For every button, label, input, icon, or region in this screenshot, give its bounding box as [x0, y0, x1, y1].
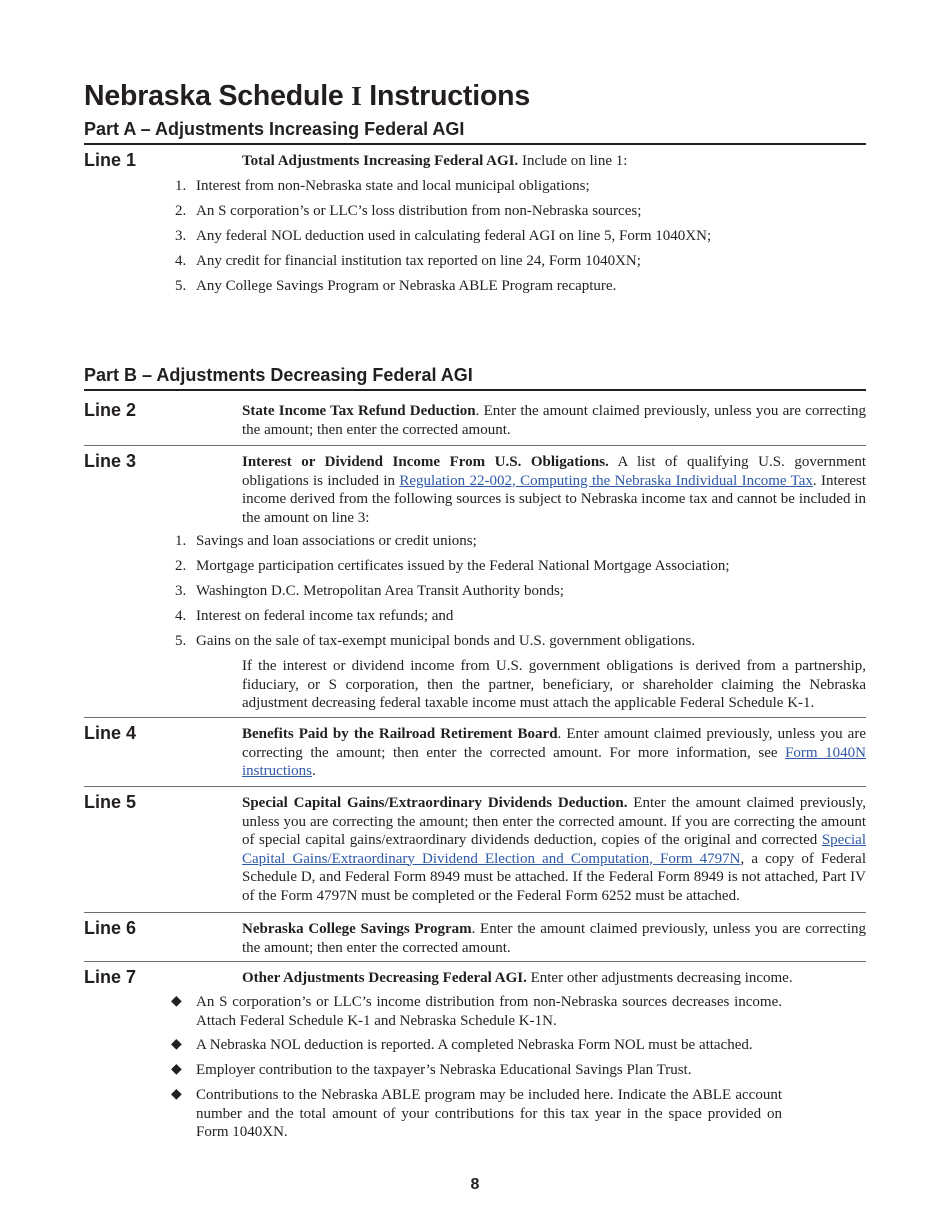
list-item [175, 177, 782, 196]
item-number: 2. [175, 557, 187, 574]
item-text: An S corporation’s or LLC’s income distribution from non-Nebraska sources decreases income. Attach Federal Schedule K-1 and Nebraska Schedule K-1N. [196, 994, 782, 1029]
line-7-body: Enter other adjustments decreasing income. [526, 970, 793, 986]
item-text: Mortgage participation certificates issued by the Federal National Mortgage Association; [196, 557, 730, 574]
line-4-label: Line 4 [84, 723, 137, 743]
item-number: 2. [175, 202, 187, 219]
list-item [175, 582, 782, 601]
line-1-list [175, 177, 782, 301]
item-text: Washington D.C. Metropolitan Area Transit Authority bonds; [196, 582, 564, 599]
list-item [175, 632, 782, 651]
item-text: A Nebraska NOL deduction is reported. A completed Nebraska Form NOL must be attached. [196, 1037, 753, 1054]
line-6-section [84, 912, 866, 961]
line-2-text [242, 402, 866, 439]
part-b-heading: Part B – Adjustments Decreasing Federal AGI [84, 365, 866, 391]
item-text: Contributions to the Nebraska ABLE program may be included here. Indicate the ABLE account number and the total amount of your contributions for this tax year in the space provided on Form 1040XN. [196, 1087, 782, 1141]
list-item [171, 1086, 782, 1142]
page-title-text-1: Nebraska Schedule [84, 80, 352, 112]
line-6-label: Line 6 [84, 918, 137, 938]
list-item [175, 557, 782, 576]
line-5-bold: Special Capital Gains/Extraordinary Dividends Deduction. [242, 795, 628, 811]
line-1-bold: Total Adjustments Increasing Federal AGI. [242, 153, 519, 169]
diamond-bullet-icon: ◆ [171, 1062, 182, 1078]
item-text: Gains on the sale of tax-exempt municipal bonds and U.S. government obligations. [196, 632, 696, 649]
line-1-label: Line 1 [84, 150, 137, 170]
line-5-section [84, 786, 866, 912]
line-3-list [175, 532, 782, 656]
line-3-bold: Interest or Dividend Income From U.S. Obligations. [242, 454, 609, 470]
line-7-list [171, 993, 782, 1148]
item-number: 3. [175, 227, 187, 244]
line-4-section [84, 717, 866, 786]
line-3-body-1: A list of qualifying U.S. government obligations is included in [242, 454, 866, 489]
line-1-intro [242, 152, 866, 171]
item-text: An S corporation’s or LLC’s loss distribution from non-Nebraska sources; [196, 202, 642, 219]
line-7-bold: Other Adjustments Decreasing Federal AGI. [242, 970, 527, 986]
item-text: Any federal NOL deduction used in calculating federal AGI on line 5, Form 1040XN; [196, 227, 712, 244]
line-2-label: Line 2 [84, 400, 137, 420]
list-item [175, 252, 782, 271]
item-number: 4. [175, 607, 187, 624]
item-number: 3. [175, 582, 187, 599]
list-item [171, 1061, 782, 1080]
item-number: 5. [175, 632, 187, 649]
list-item [171, 1036, 782, 1055]
item-number: 5. [175, 277, 187, 294]
form-1040n-instructions-link[interactable]: Form 1040N instructions [242, 744, 866, 779]
page-title [84, 80, 530, 113]
line-5-text [242, 794, 866, 905]
line-3-note: If the interest or dividend income from U.S. government obligations is derived from a partnership, fiduciary, or S corporation, then the partner, beneficiary, or shareholder claiming the Nebraska adjustment decreasing federal taxable income must attach the applicable Federal Schedule K-1. [242, 658, 866, 711]
item-text: Any College Savings Program or Nebraska ABLE Program recapture. [196, 277, 617, 294]
list-item [175, 532, 782, 551]
item-text: Interest on federal income tax refunds; and [196, 607, 454, 624]
page-title-text-2: Instructions [361, 80, 531, 112]
line-4-text [242, 725, 866, 781]
item-text: Interest from non-Nebraska state and local municipal obligations; [196, 178, 590, 194]
line-6-text [242, 920, 866, 957]
line-3-label: Line 3 [84, 451, 137, 471]
diamond-bullet-icon: ◆ [171, 1087, 182, 1103]
line-4-end: . [312, 763, 316, 779]
diamond-bullet-icon: ◆ [171, 1037, 182, 1053]
line-2-bold: State Income Tax Refund Deduction [242, 403, 476, 419]
item-text: Savings and loan associations or credit unions; [196, 533, 477, 549]
line-7-text [242, 969, 866, 988]
list-item [175, 277, 782, 296]
form-4797n-link[interactable]: Special Capital Gains/Extraordinary Dividend Election and Computation, Form 4797N [242, 832, 866, 867]
part-a-heading: Part A – Adjustments Increasing Federal AGI [84, 119, 866, 145]
diamond-bullet-icon: ◆ [171, 994, 182, 1009]
line-4-bold: Benefits Paid by the Railroad Retirement Board [242, 726, 558, 742]
item-number: 1. [175, 178, 187, 194]
line-3-text [242, 453, 866, 527]
page-title-roman: I [351, 81, 362, 111]
list-item [175, 227, 782, 246]
page-number: 8 [470, 1176, 480, 1193]
line-6-body: . Enter the amount claimed previously, unless you are correcting the amount; then enter the corrected amount. [242, 921, 866, 956]
item-number: 1. [175, 533, 187, 549]
line-7-section [84, 961, 866, 991]
line-1-text: Include on line 1: [518, 153, 628, 169]
line-5-body-1: Enter the amount claimed previously, unless you are correcting the amount; then enter the corrected amount. If you are correcting the amount of special capital gains/extraordinary dividends deduction, copies of the original and corrected [242, 795, 866, 848]
list-item [175, 202, 782, 221]
regulation-link[interactable]: Regulation 22-002, Computing the Nebraska Individual Income Tax [399, 472, 813, 489]
line-5-label: Line 5 [84, 792, 137, 812]
item-text: Employer contribution to the taxpayer’s Nebraska Educational Savings Plan Trust. [196, 1062, 692, 1079]
item-text: Any credit for financial institution tax reported on line 24, Form 1040XN; [196, 252, 641, 269]
line-6-bold: Nebraska College Savings Program [242, 921, 472, 937]
line-7-label: Line 7 [84, 967, 137, 987]
line-2-body: . Enter the amount claimed previously, unless you are correcting the amount; then enter the corrected amount. [242, 403, 866, 438]
list-item [171, 993, 782, 1030]
list-item [175, 607, 782, 626]
line-3-body-2: . Interest income derived from the following sources is subject to Nebraska income tax and cannot be included in the amount on line 3: [242, 472, 866, 526]
line-5-body-2: , a copy of Federal Schedule D, and Federal Form 8949 must be attached. If the Federal Form 8949 is not attached, Part IV of the Form 4797N must be completed or the Federal Form 6252 must be attached. [242, 850, 866, 904]
item-number: 4. [175, 252, 187, 269]
line-4-body: . Enter amount claimed previously, unless you are correcting the amount; then enter the corrected amount. For more information, see [242, 726, 866, 761]
